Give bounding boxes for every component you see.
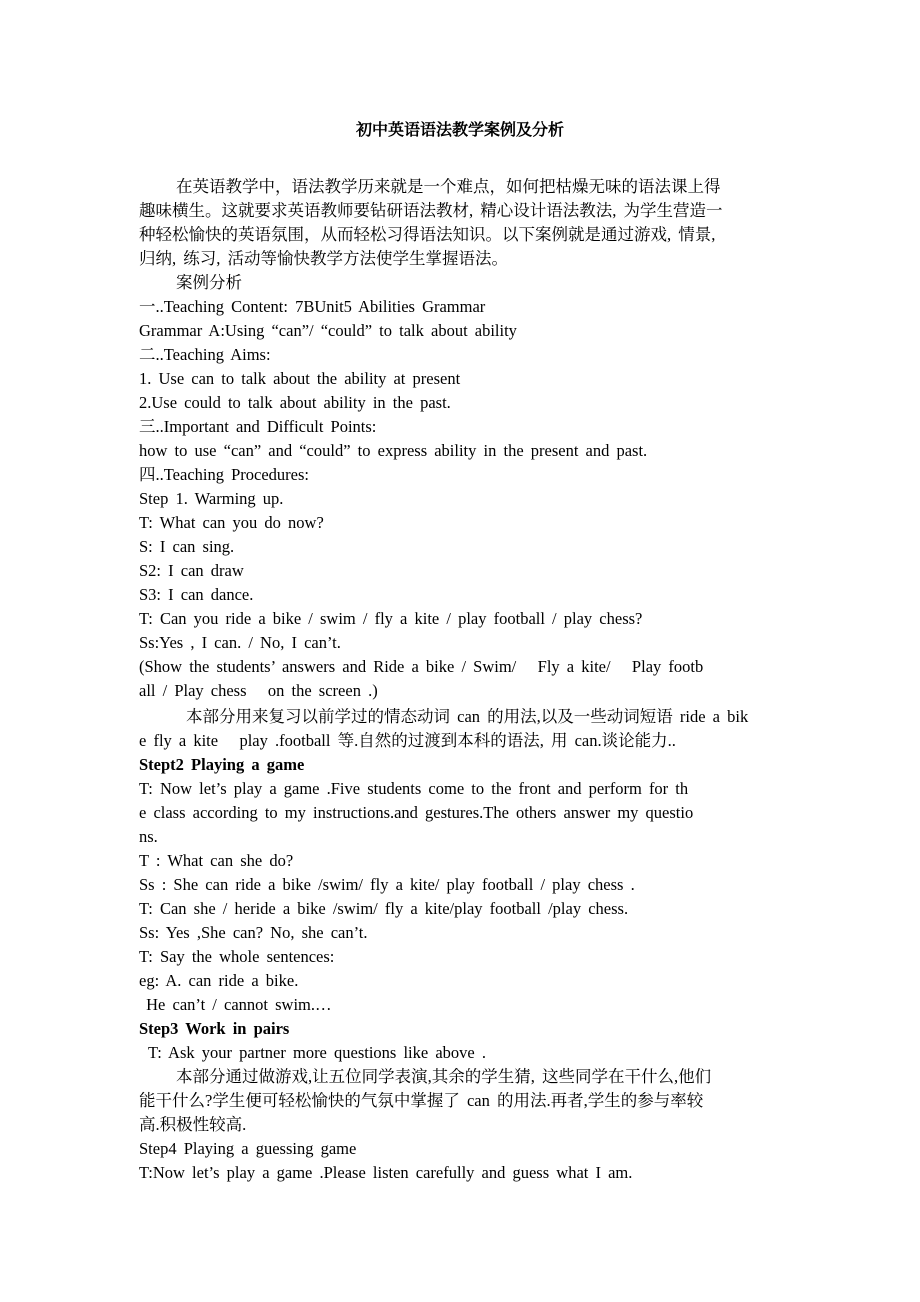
text-line: 一..Teaching Content: 7BUnit5 Abilities Grammar xyxy=(139,297,486,316)
text-line: (Show the students’ answers and Ride a bike / Swim/ Fly a kite/ Play footb xyxy=(139,657,704,676)
text-line: T: Ask your partner more questions like above . xyxy=(148,1043,486,1062)
text-line: 三..Important and Difficult Points: xyxy=(139,417,377,436)
text-line: 种轻松愉快的英语氛围，从而轻松习得语法知识。以下案例就是通过游戏, 情景, xyxy=(139,225,716,244)
document-title: 初中英语语法教学案例及分析 xyxy=(355,120,564,139)
text-line: He can’t / cannot swim.… xyxy=(139,995,332,1014)
text-line: T: Now let’s play a game .Five students come to the front and perform for th xyxy=(139,779,689,798)
text-line: 本部分通过做游戏,让五位同学表演,其余的学生猜, 这些同学在干什么,他们 xyxy=(176,1067,712,1086)
section-heading: Stept2 Playing a game xyxy=(139,755,305,774)
text-line: eg: A. can ride a bike. xyxy=(139,971,299,990)
text-line: 趣味横生。这就要求英语教师要钻研语法教材, 精心设计语法教法, 为学生营造一 xyxy=(139,201,723,220)
text-line: Ss : She can ride a bike /swim/ fly a kite/ play football / play chess . xyxy=(139,875,635,894)
text-line: 高.积极性较高. xyxy=(139,1115,247,1134)
text-line: Grammar A:Using “can”/ “could” to talk about ability xyxy=(139,321,517,340)
text-line: S: I can sing. xyxy=(139,537,235,556)
text-line: T: What can you do now? xyxy=(139,513,324,532)
text-line: Step4 Playing a guessing game xyxy=(139,1139,357,1158)
text-line: S3: I can dance. xyxy=(139,585,254,604)
text-line: Step 1. Warming up. xyxy=(139,489,284,508)
text-line: Ss: Yes ,She can? No, she can’t. xyxy=(139,923,368,942)
text-line: e fly a kite play .football 等.自然的过渡到本科的语法, 用 can.谈论能力.. xyxy=(139,731,676,750)
text-line: 2.Use could to talk about ability in the past. xyxy=(139,393,451,412)
text-line: 在英语教学中，语法教学历来就是一个难点，如何把枯燥无味的语法课上得 xyxy=(176,177,721,196)
text-line: 案例分析 xyxy=(176,273,242,292)
text-line: Ss:Yes , I can. / No, I can’t. xyxy=(139,633,341,652)
text-line: 本部分用来复习以前学过的情态动词 can 的用法,以及一些动词短语 ride a bik xyxy=(186,707,749,726)
section-heading: Step3 Work in pairs xyxy=(139,1019,290,1038)
text-line: T:Now let’s play a game .Please listen carefully and guess what I am. xyxy=(139,1163,633,1182)
text-line: 二..Teaching Aims: xyxy=(139,345,271,364)
text-line: 1. Use can to talk about the ability at present xyxy=(139,369,461,388)
text-line: T: Say the whole sentences: xyxy=(139,947,335,966)
text-line: T : What can she do? xyxy=(139,851,294,870)
text-line: how to use “can” and “could” to express ability in the present and past. xyxy=(139,441,648,460)
text-line: ns. xyxy=(139,827,158,846)
text-line: T: Can she / heride a bike /swim/ fly a kite/play football /play chess. xyxy=(139,899,629,918)
text-line: 归纳, 练习, 活动等愉快教学方法使学生掌握语法。 xyxy=(139,249,508,268)
text-line: all / Play chess on the screen .) xyxy=(139,681,378,700)
text-line: e class according to my instructions.and gestures.The others answer my questio xyxy=(139,803,694,822)
text-line: 四..Teaching Procedures: xyxy=(139,465,309,484)
text-line: S2: I can draw xyxy=(139,561,244,580)
text-line: T: Can you ride a bike / swim / fly a kite / play football / play chess? xyxy=(139,609,643,628)
text-line: 能干什么?学生便可轻松愉快的气氛中掌握了 can 的用法.再者,学生的参与率较 xyxy=(139,1091,704,1110)
